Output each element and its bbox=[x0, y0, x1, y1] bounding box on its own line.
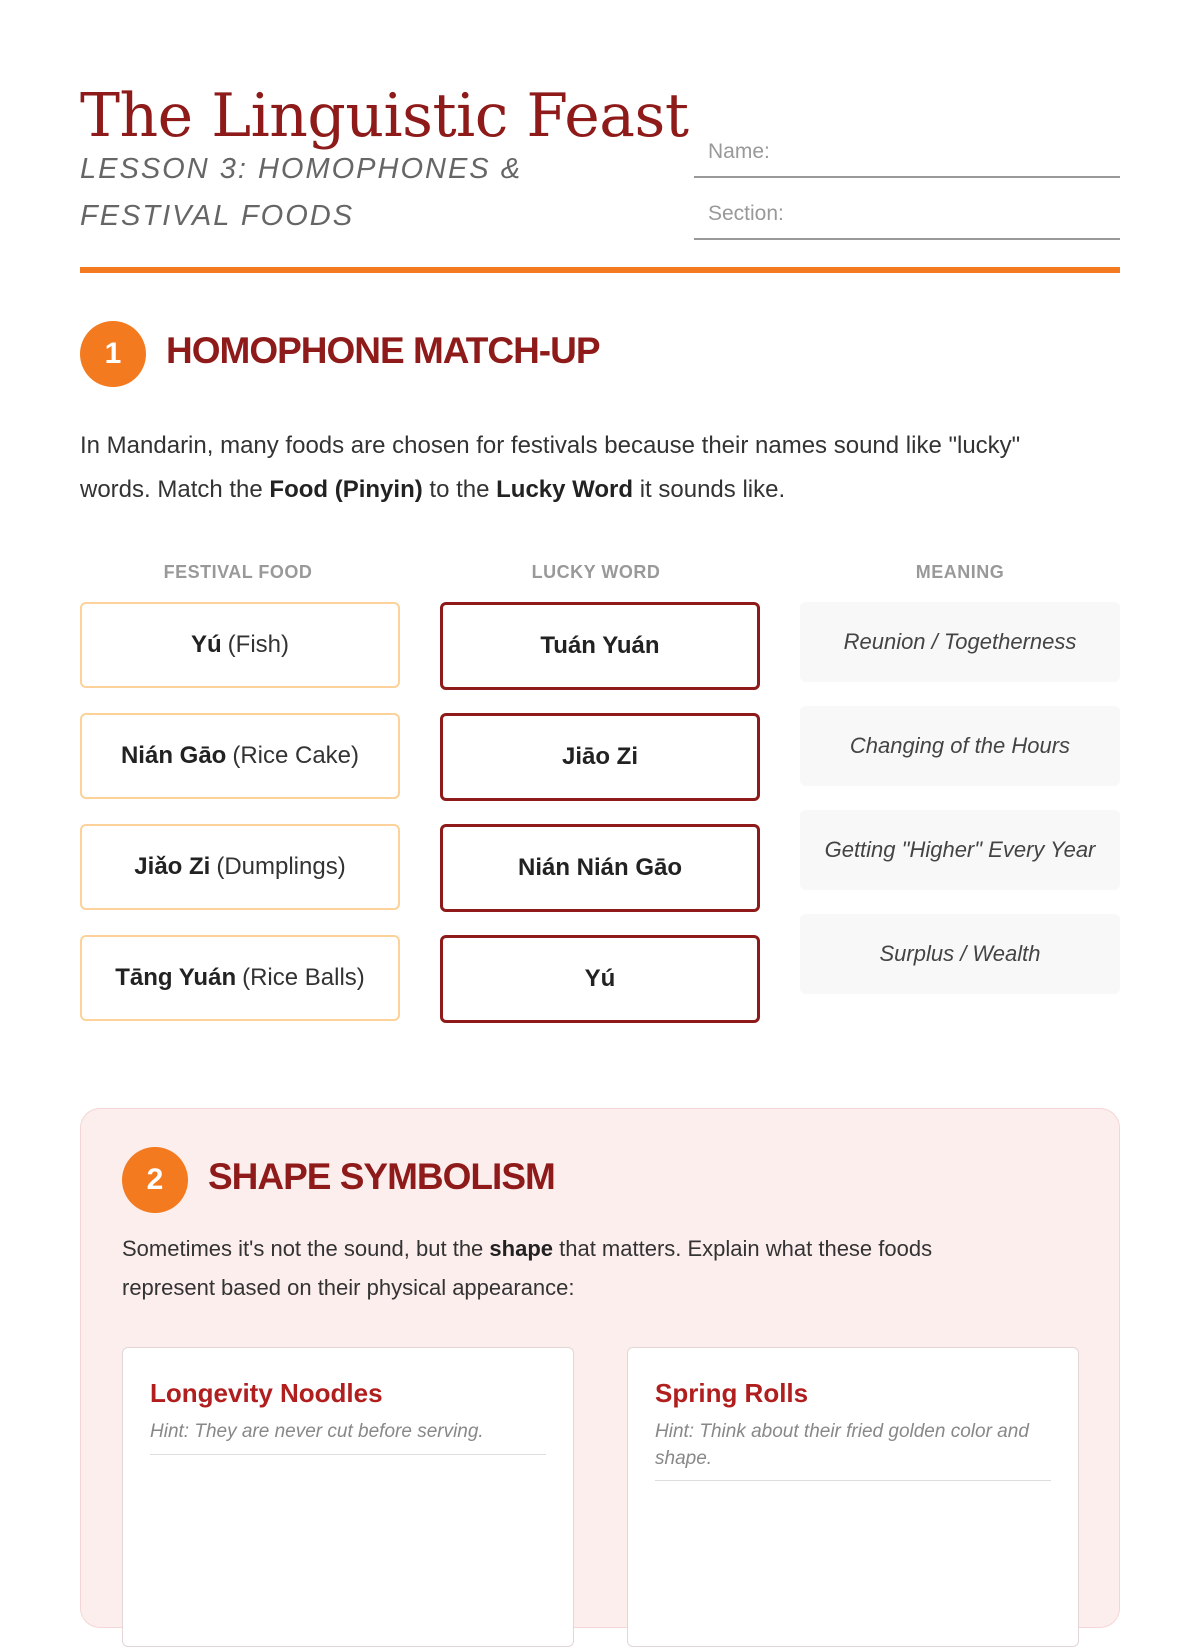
section-2-panel bbox=[80, 1108, 1120, 1628]
food-card-dumplings[interactable]: Jiǎo Zi (Dumplings) bbox=[80, 824, 400, 910]
name-label: Name: bbox=[708, 140, 770, 163]
column-header-lucky-word: LUCKY WORD bbox=[531, 562, 661, 582]
lucky-word-card-yu[interactable]: Yú bbox=[440, 935, 760, 1023]
card-hint: Hint: They are never cut before serving. bbox=[150, 1421, 484, 1442]
card-divider bbox=[655, 1480, 1051, 1481]
card-hint: Hint: Think about their fried golden color and shape. bbox=[655, 1421, 1029, 1469]
meaning-card-changing-hours: Changing of the Hours bbox=[800, 706, 1120, 786]
section-2-title: SHAPE SYMBOLISM bbox=[208, 1156, 555, 1197]
section-2-instructions: Sometimes it's not the sound, but the shape that matters. Explain what these foods represent based on their physical appearance: bbox=[122, 1236, 933, 1300]
card-title: Longevity Noodles bbox=[150, 1378, 383, 1408]
section-1-instructions: In Mandarin, many foods are chosen for festivals because their names sound like "lucky" words. Match the Food (Pinyin) to the Lucky Word it sounds like. bbox=[80, 432, 1021, 503]
name-field[interactable] bbox=[694, 132, 1120, 178]
answer-card-longevity-noodles[interactable] bbox=[122, 1347, 574, 1647]
page-title: The Linguistic Feast bbox=[80, 81, 689, 151]
lucky-word-card-jiao-zi[interactable]: Jiāo Zi bbox=[440, 713, 760, 801]
card-title: Spring Rolls bbox=[655, 1378, 809, 1408]
lucky-word-card-tuan-yuan[interactable]: Tuán Yuán bbox=[440, 602, 760, 690]
food-card-fish[interactable]: Yú (Fish) bbox=[80, 602, 400, 688]
column-header-meaning: MEANING bbox=[915, 562, 1005, 582]
header-divider bbox=[80, 267, 1120, 273]
meaning-card-surplus: Surplus / Wealth bbox=[800, 914, 1120, 994]
worksheet-header bbox=[80, 82, 1120, 272]
section-field[interactable] bbox=[694, 194, 1120, 240]
food-card-rice-balls[interactable]: Tāng Yuán (Rice Balls) bbox=[80, 935, 400, 1021]
meaning-card-getting-higher: Getting "Higher" Every Year bbox=[800, 810, 1120, 890]
section-2-badge: 2 bbox=[122, 1147, 188, 1213]
food-card-rice-cake[interactable]: Nián Gāo (Rice Cake) bbox=[80, 713, 400, 799]
card-divider bbox=[150, 1454, 546, 1455]
lesson-subtitle: LESSON 3: HOMOPHONES & FESTIVAL FOODS bbox=[80, 153, 523, 232]
lucky-word-card-nian-nian-gao[interactable]: Nián Nián Gāo bbox=[440, 824, 760, 912]
answer-card-spring-rolls[interactable] bbox=[627, 1347, 1079, 1647]
section-1-title: HOMOPHONE MATCH-UP bbox=[166, 330, 600, 371]
section-label: Section: bbox=[708, 202, 784, 225]
section-1-badge: 1 bbox=[80, 321, 146, 387]
column-header-food: FESTIVAL FOOD bbox=[163, 562, 313, 582]
meaning-card-reunion: Reunion / Togetherness bbox=[800, 602, 1120, 682]
